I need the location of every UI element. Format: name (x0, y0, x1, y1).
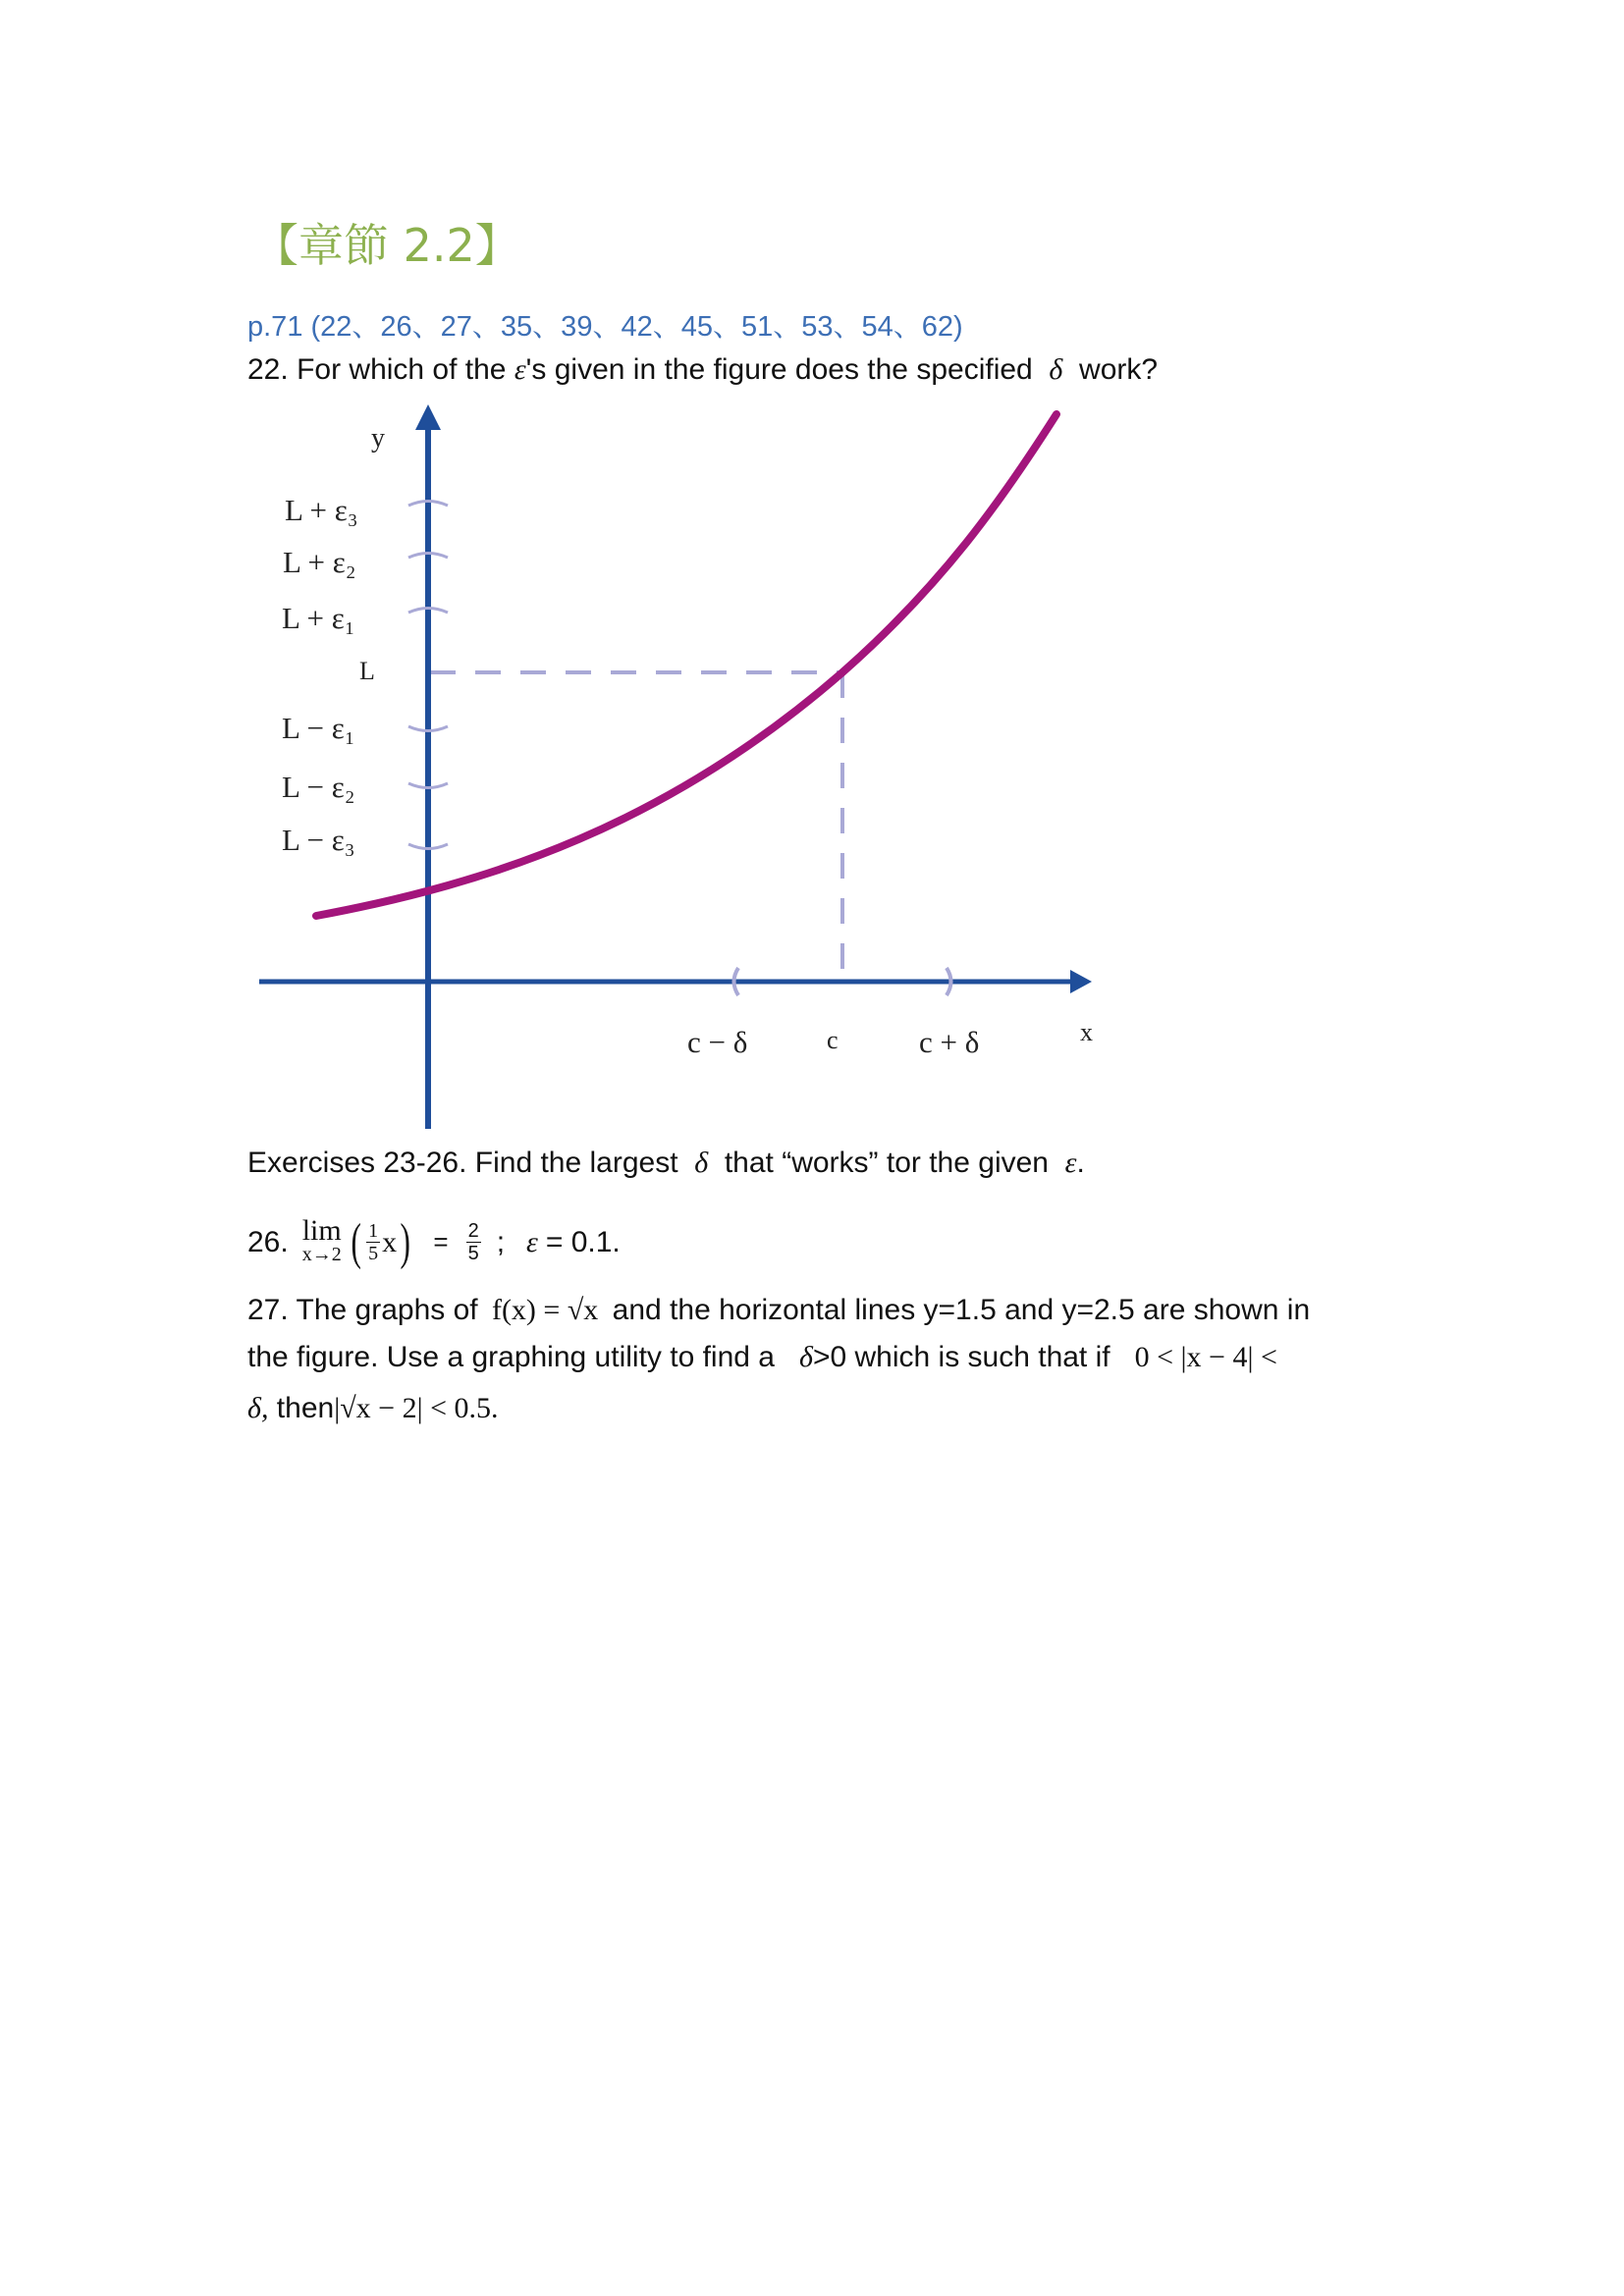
q22-text-a: For which of the (297, 353, 507, 386)
limit-value-fraction (466, 1220, 481, 1264)
question-27-line-3 (247, 1392, 499, 1425)
coefficient-fraction (366, 1220, 380, 1264)
x-axis-arrow (1070, 970, 1092, 993)
epsilon-value: = 0.1. (545, 1225, 621, 1258)
delta-symbol: δ (694, 1147, 709, 1179)
section-title: 【章節 2.2】 (253, 219, 520, 272)
delta-symbol: δ (799, 1341, 813, 1373)
q27-text-3b: then (276, 1392, 335, 1424)
q22-number: 22. (247, 353, 289, 386)
y-axis-label: y (371, 423, 385, 454)
q27-text-2b: >0 which is such that if (812, 1341, 1110, 1373)
question-27-line-1 (247, 1294, 1310, 1327)
tick-label-c-minus-delta: c − δ (687, 1025, 748, 1059)
epsilon-delta-figure (236, 393, 1119, 1139)
rhs-denominator: 5 (467, 1243, 479, 1264)
assigned-problems: p.71 (22、26、27、35、39、42、45、51、53、54、62) (247, 311, 963, 343)
tick-label-l-plus-eps1: L + ε₁ (282, 601, 355, 635)
ex-text-c: . (1076, 1147, 1085, 1179)
coef-denominator: 5 (368, 1243, 379, 1264)
epsilon-symbol: ε (1064, 1147, 1077, 1179)
ex-text-b: that “works” tor the given (724, 1147, 1049, 1179)
variable-x: x (382, 1225, 398, 1258)
coef-numerator: 1 (368, 1220, 379, 1242)
q27-text-2a: the figure. Use a graphing utility to find a (247, 1341, 775, 1373)
delta-symbol: δ (1049, 353, 1063, 386)
ex-text-a: Exercises 23-26. Find the largest (247, 1147, 678, 1179)
question-26: 26. lim x→2 ( $\frac{1}{5}$ x ) = $\frac{2}{5}$ ; ε = 0.1. (247, 1213, 621, 1270)
lim-subscript: x→2 (301, 1243, 342, 1265)
q22-text-c: work? (1079, 353, 1159, 386)
tick-label-l: L (359, 657, 375, 685)
q26-number: 26. (247, 1225, 289, 1258)
equals-sign: = (433, 1227, 449, 1256)
delta-symbol: δ, (247, 1392, 269, 1424)
limit-operator (301, 1213, 342, 1266)
separator: ; (496, 1225, 506, 1258)
q27-text-1b: and the horizontal lines y=1.5 and y=2.5 are shown in (612, 1294, 1311, 1326)
question-27-line-2 (247, 1341, 1277, 1374)
tick-label-c: c (827, 1026, 839, 1054)
epsilon-symbol: ε (526, 1225, 538, 1258)
inequality-sqrt: |√x − 2| < 0.5. (334, 1392, 499, 1424)
tick-label-l-minus-eps2: L − ε₂ (282, 770, 355, 804)
y-axis-arrow (415, 404, 441, 430)
tick-label-c-plus-delta: c + δ (919, 1025, 980, 1059)
inequality-x: 0 < |x − 4| < (1134, 1341, 1277, 1373)
rhs-numerator: 2 (467, 1220, 479, 1242)
x-axis-label: x (1080, 1018, 1093, 1046)
q22-text-b: 's given in the figure does the specified (525, 353, 1033, 386)
tick-label-l-plus-eps2: L + ε₂ (283, 545, 356, 579)
lim-text: lim (301, 1213, 342, 1247)
exercises-intro (247, 1147, 1085, 1180)
epsilon-symbol: ε (514, 353, 526, 386)
q27-text-1a: 27. The graphs of (247, 1294, 478, 1326)
tick-label-l-minus-eps1: L − ε₁ (282, 711, 355, 745)
question-22 (247, 353, 1158, 387)
function-definition: f(x) = √x (491, 1294, 599, 1326)
tick-label-l-minus-eps3: L − ε₃ (282, 823, 355, 857)
tick-label-l-plus-eps3: L + ε₃ (285, 493, 358, 527)
